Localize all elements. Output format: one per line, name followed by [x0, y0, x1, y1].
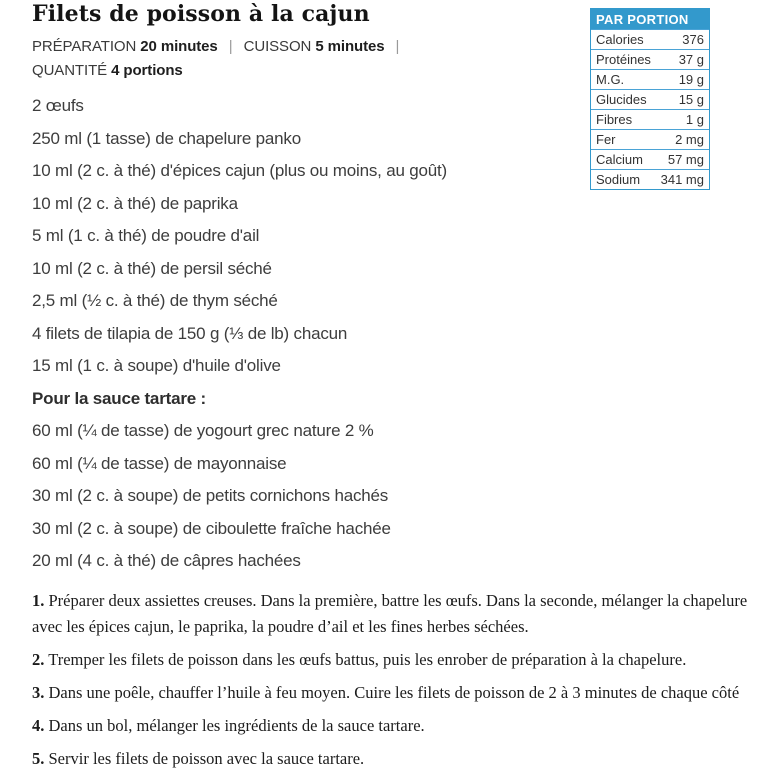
step-text: Préparer deux assiettes creuses. Dans la première, battre les œufs. Dans la seconde, mélanger la chapelure avec les épices cajun, le paprika, la poudre d’ail et les fines herbes séchées. [32, 591, 748, 636]
step-text: Dans une poêle, chauffer l’huile à feu moyen. Cuire les filets de poisson de 2 à 3 minutes de chaque côté [48, 683, 740, 702]
ingredient-item: 10 ml (2 c. à thé) de persil séché [32, 258, 272, 278]
ingredient-item: 10 ml (2 c. à thé) de paprika [32, 193, 238, 213]
meta-separator: | [395, 38, 400, 55]
meta-label-quantite: QUANTITÉ [32, 62, 108, 79]
ingredient-item: 15 ml (1 c. à soupe) d'huile d'olive [32, 356, 281, 375]
meta-value-preparation: 20 minutes [140, 38, 218, 55]
table-row [591, 109, 709, 129]
step-item [32, 647, 768, 673]
meta-label-cuisson: CUISSON [243, 38, 312, 55]
ingredient-list [32, 96, 577, 584]
ingredient-item: 4 filets de tilapia de 150 g (⅓ de lb) chacun [32, 323, 348, 343]
nutrition-label: Fer [596, 132, 616, 147]
ingredient-item: 60 ml (¼ de tasse) de mayonnaise [32, 453, 287, 473]
nutrition-value: 2 mg [675, 132, 704, 147]
nutrition-value: 1 g [685, 112, 704, 127]
step-number: 2. [32, 650, 45, 669]
nutrition-table [590, 8, 710, 190]
ingredient-item: 2 œufs [32, 96, 84, 115]
table-row [591, 129, 709, 149]
nutrition-value: 15 g [678, 92, 704, 107]
step-text: Dans un bol, mélanger les ingrédients de la sauce tartare. [48, 716, 425, 735]
step-number: 1. [32, 591, 45, 610]
recipe-header [32, 0, 484, 83]
nutrition-label: Calories [596, 32, 644, 47]
step-number: 5. [32, 749, 45, 768]
nutrition-label: Protéines [596, 52, 651, 67]
table-row [591, 49, 709, 69]
nutrition-value: 19 g [678, 72, 704, 87]
instruction-steps [32, 588, 768, 779]
nutrition-label: Fibres [596, 112, 633, 127]
ingredient-item: 10 ml (2 c. à thé) d'épices cajun (plus ou moins, au goût) [32, 161, 447, 180]
step-number: 3. [32, 683, 45, 702]
ingredient-item: 30 ml (2 c. à soupe) de petits cornichons hachés [32, 486, 389, 505]
recipe-meta [32, 35, 484, 83]
table-row [591, 89, 709, 109]
table-row [591, 29, 709, 49]
nutrition-value: 376 [682, 32, 704, 47]
ingredient-item: 60 ml (¼ de tasse) de yogourt grec nature 2 % [32, 421, 374, 440]
ingredient-item: 20 ml (4 c. à thé) de câpres hachées [32, 551, 301, 570]
nutrition-value: 37 g [678, 52, 704, 67]
nutrition-value: 341 mg [660, 172, 704, 187]
step-text: Servir les filets de poisson avec la sauce tartare. [48, 749, 365, 768]
step-number: 4. [32, 716, 45, 735]
nutrition-label: M.G. [596, 72, 625, 87]
step-item [32, 746, 768, 772]
meta-label-preparation: PRÉPARATION [32, 38, 137, 55]
sauce-section-title: Pour la sauce tartare : [32, 388, 206, 408]
ingredient-item: 250 ml (1 tasse) de chapelure panko [32, 128, 301, 148]
table-row [591, 149, 709, 169]
table-row [591, 69, 709, 89]
nutrition-label: Calcium [596, 152, 643, 167]
step-item [32, 680, 768, 706]
ingredient-item: 30 ml (2 c. à soupe) de ciboulette fraîche hachée [32, 518, 391, 538]
nutrition-label: Glucides [596, 92, 647, 107]
step-item [32, 713, 768, 739]
page-title: Filets de poisson à la cajun [32, 1, 370, 27]
meta-value-quantite: 4 portions [111, 62, 183, 79]
step-text: Tremper les filets de poisson dans les œufs battus, puis les enrober de préparation à la chapelure. [48, 650, 687, 669]
ingredient-item: 5 ml (1 c. à thé) de poudre d'ail [32, 226, 260, 245]
nutrition-value: 57 mg [667, 152, 704, 167]
ingredient-item: 2,5 ml (½ c. à thé) de thym séché [32, 291, 278, 310]
meta-value-cuisson: 5 minutes [315, 38, 385, 55]
step-item [32, 588, 768, 640]
nutrition-label: Sodium [596, 172, 641, 187]
table-row [591, 169, 709, 189]
meta-separator: | [228, 38, 233, 55]
nutrition-table-header: PAR PORTION [591, 9, 709, 29]
